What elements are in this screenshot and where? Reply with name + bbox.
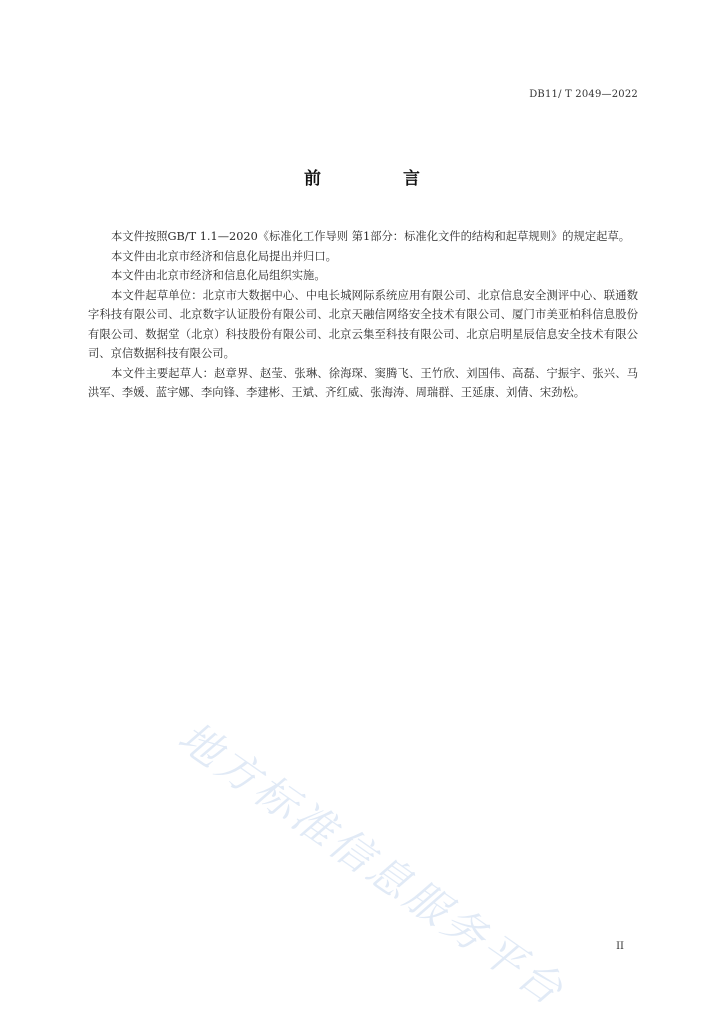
paragraph-implemented-by: 本文件由北京市经济和信息化局组织实施。 [111,269,326,282]
page-title: 前 言 [304,169,458,189]
page-number: II [616,941,624,952]
watermark: 地方标准信息服务平台 [169,711,575,1016]
paragraph-drafting-units: 本文件起草单位：北京市大数据中心、中电长城网际系统应用有限公司、北京信息安全测评中心、联通数字科技有限公司、北京数字认证股份有限公司、北京天融信网络安全技术有限公司、厦门市美亚柏科信息股份有限公司、数据堂（北京）科技股份有限公司、北京云集至科技有限公司、北京启明星辰信息安全技术有限公司、京信数据科技有限公司。 [88,288,638,360]
paragraph-proposed-by: 本文件由北京市经济和信息化局提出并归口。 [111,249,337,263]
document-code: DB11/ T 2049—2022 [529,89,638,100]
paragraph-main-drafters: 本文件主要起草人：赵章界、赵莹、张琳、徐海琛、窦腾飞、王竹欣、刘国伟、高磊、宁振宇、张兴、马洪军、李媛、蓝宇娜、李向锋、李建彬、王斌、齐红威、张海涛、周瑞群、王延康、刘倩、宋劲松。 [88,366,638,399]
paragraph-drafting-rules: 本文件按照GB/T 1.1—2020《标准化工作导则 第1部分：标准化文件的结构和起草规则》的规定起草。 [111,230,631,243]
foreword-body [88,227,638,403]
